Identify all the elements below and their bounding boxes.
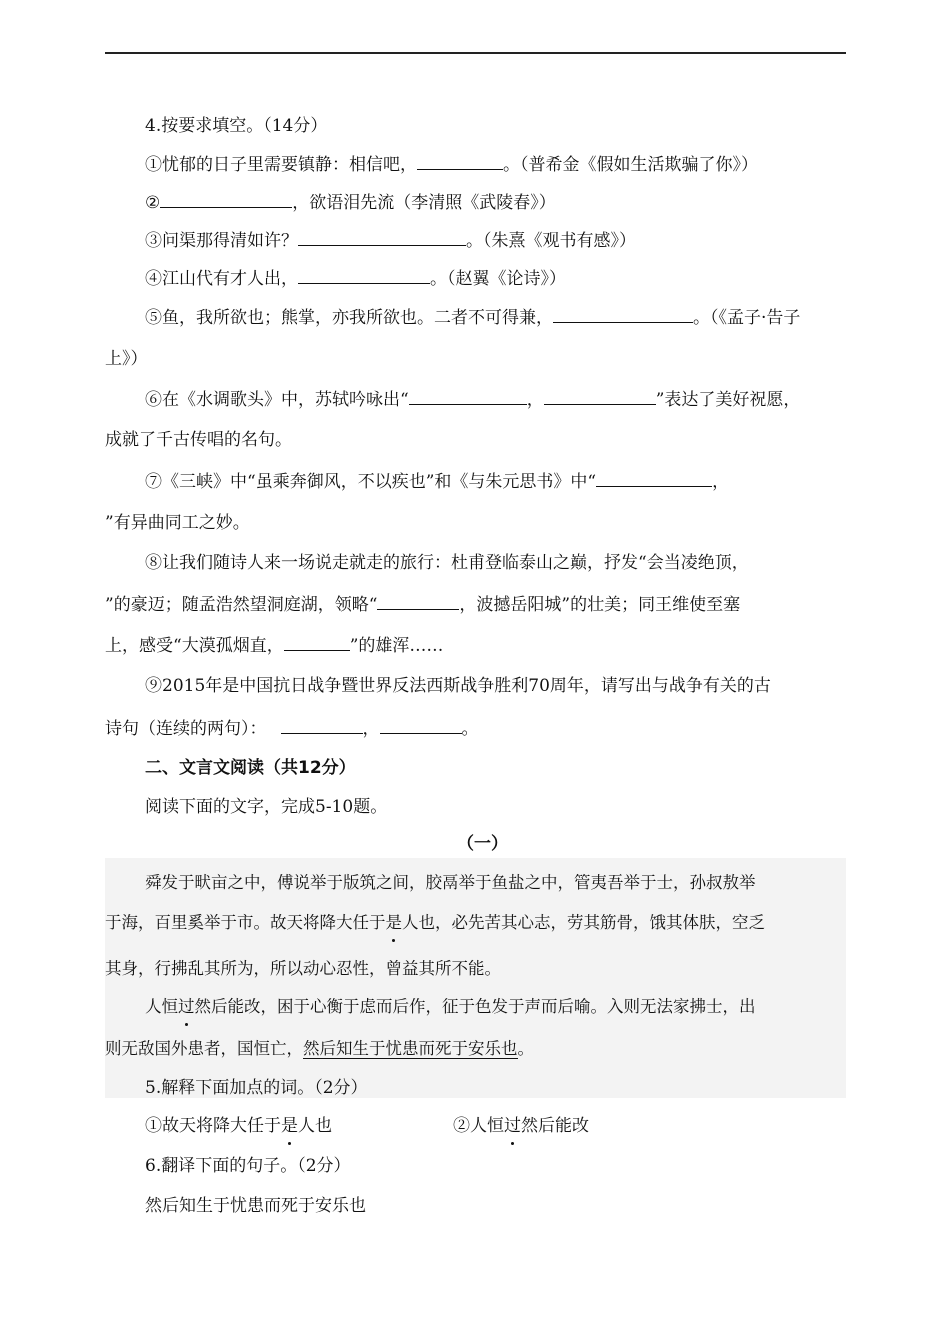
q4-item-1 [145, 151, 758, 178]
q4-item-5-prompt: ⑤鱼，我所欲也；熊掌，亦我所欲也。二者不可得兼， [145, 308, 553, 328]
q4-item-6 [145, 386, 800, 413]
passage-text: 于海，百里奚举于市。故天将降大任于 [105, 913, 386, 932]
q4-item-7-comma: ， [712, 472, 730, 492]
passage-text: 则无敌国外患者，国恒亡， [105, 1039, 303, 1058]
q4-item-7-prompt: ⑦《三峡》中“虽乘奔御风，不以疾也”和《与朱元思书》中“ [145, 472, 597, 492]
section-2-instruction-text: 阅读下面的文字，完成5-10题。 [145, 797, 388, 817]
q6-title-text: 6.翻译下面的句子。（2分） [145, 1156, 351, 1176]
passage-line-4 [145, 994, 756, 1020]
passage-text: 然后能改，困于心衡于虑而后作，征于色发于声而后喻。入则无法家拂士，出 [194, 997, 756, 1016]
section-2-heading [145, 755, 356, 781]
q4-item-9-prompt: ⑨2015年是中国抗日战争暨世界反法西斯战争胜利70周年，请写出与战争有关的古 [145, 676, 771, 696]
q4-item-7-suffix: ”有异曲同工之妙。 [105, 513, 250, 533]
q4-item-8-suffix: ”的雄浑…… [349, 636, 444, 656]
header-rule [105, 52, 846, 54]
answer-blank[interactable] [284, 632, 350, 651]
answer-blank[interactable] [298, 265, 430, 284]
passage-text: 人恒 [145, 997, 178, 1016]
q4-item-6-suffix-cont: 成就了千古传唱的名句。 [105, 430, 292, 450]
passage-line-3 [105, 956, 501, 982]
part-label-text: （一） [457, 834, 508, 854]
q4-item-9 [145, 673, 771, 699]
q4-title-text: 4.按要求填空。（14分） [145, 116, 328, 136]
q4-item-6-comma: ， [526, 390, 544, 410]
q4-item-2-prompt: ，欲语泪先流（李清照《武陵春》） [292, 193, 556, 213]
q4-item-5-source-cont: 上》） [105, 349, 148, 369]
q4-item-8 [145, 550, 749, 576]
answer-blank[interactable] [298, 227, 466, 246]
q5-item-1 [145, 1113, 332, 1139]
q5-title-text: 5.解释下面加点的词。（2分） [145, 1078, 368, 1098]
q4-item-7 [145, 468, 729, 495]
q4-item-3-prompt: ③问渠那得清如许？ [145, 231, 298, 251]
q5-item-1-text: 人也 [298, 1116, 332, 1136]
q4-item-2 [145, 189, 556, 216]
q4-item-9-line2 [105, 715, 479, 742]
q4-item-8-mid: ”的豪迈；随孟浩然望洞庭湖，领略“ [105, 595, 378, 615]
q6-title [145, 1153, 351, 1179]
q4-item-9-period: 。 [461, 719, 479, 739]
q4-item-4-prompt: ④江山代有才人出， [145, 269, 298, 289]
q5-item-2-text: ②人恒 [453, 1116, 504, 1136]
part-label [457, 831, 508, 857]
q4-item-6-suffix: ”表达了美好祝愿， [655, 390, 801, 410]
q4-item-8-mid2: ，波撼岳阳城”的壮美；同王维使至塞 [459, 595, 741, 615]
q4-item-4 [145, 265, 566, 292]
answer-blank[interactable] [380, 715, 462, 734]
answer-blank[interactable] [544, 386, 656, 405]
q6-sentence-text: 然后知生于忧患而死于安乐也 [145, 1196, 366, 1216]
q4-title [145, 113, 327, 139]
dotted-word: 是 [386, 910, 403, 936]
q5-item-1-text: ①故天将降大任于 [145, 1116, 281, 1136]
answer-blank[interactable] [417, 151, 503, 170]
q5-item-2-text: 然后能改 [521, 1116, 589, 1136]
q4-item-1-source: 。（普希金《假如生活欺骗了你》） [503, 155, 758, 175]
answer-blank[interactable] [409, 386, 527, 405]
section-2-heading-text: 二、文言文阅读（共12分） [145, 758, 356, 778]
passage-text: 人也，必先苦其心志，劳其筋骨，饿其体肤，空乏 [402, 913, 765, 932]
passage-line-5 [105, 1036, 534, 1062]
dotted-word: 过 [178, 994, 195, 1020]
q4-item-8-prompt: ⑧让我们随诗人来一场说走就走的旅行：杜甫登临泰山之巅，抒发“会当凌绝顶， [145, 553, 749, 573]
q5-item-2 [453, 1113, 589, 1139]
q4-item-8-line3 [105, 632, 443, 659]
q4-item-4-source: 。（赵翼《论诗》） [430, 269, 566, 289]
q4-item-7-cont [105, 510, 250, 536]
q4-item-9-comma: ， [362, 719, 380, 739]
underlined-sentence: 然后知生于忧患而死于安乐也 [303, 1039, 518, 1058]
q4-item-6-cont [105, 427, 292, 453]
passage-text: 舜发于畎亩之中，傅说举于版筑之间，胶鬲举于鱼盐之中，管夷吾举于士，孙叔敖举 [145, 873, 756, 892]
q6-sentence [145, 1193, 366, 1219]
q4-item-3 [145, 227, 636, 254]
answer-blank[interactable] [553, 304, 693, 323]
q4-item-8-line2 [105, 591, 740, 618]
dotted-word: 是 [281, 1113, 298, 1139]
q4-item-2-num: ② [145, 193, 161, 213]
q5-title [145, 1075, 368, 1101]
q4-item-5-source: 。（《孟子·告子 [693, 308, 801, 328]
q4-item-6-prompt: ⑥在《水调歌头》中，苏轼吟咏出“ [145, 390, 409, 410]
answer-blank[interactable] [160, 189, 292, 208]
q4-item-8-end: 上，感受“大漠孤烟直， [105, 636, 284, 656]
q4-item-5 [145, 304, 800, 331]
q4-item-1-prompt: ①忧郁的日子里需要镇静：相信吧， [145, 155, 417, 175]
q4-item-5-cont [105, 346, 148, 372]
passage-line-1 [145, 870, 756, 896]
answer-blank[interactable] [596, 468, 712, 487]
q4-item-9-prompt-cont: 诗句（连续的两句）： [105, 719, 267, 739]
answer-blank[interactable] [377, 591, 459, 610]
passage-text: 其身，行拂乱其所为，所以动心忍性，曾益其所不能。 [105, 959, 501, 978]
section-2-instruction [145, 794, 387, 820]
passage-line-2 [105, 910, 765, 936]
q4-item-3-source: 。（朱熹《观书有感》） [466, 231, 636, 251]
passage-text: 。 [517, 1039, 534, 1058]
answer-blank[interactable] [281, 715, 363, 734]
dotted-word: 过 [504, 1113, 521, 1139]
